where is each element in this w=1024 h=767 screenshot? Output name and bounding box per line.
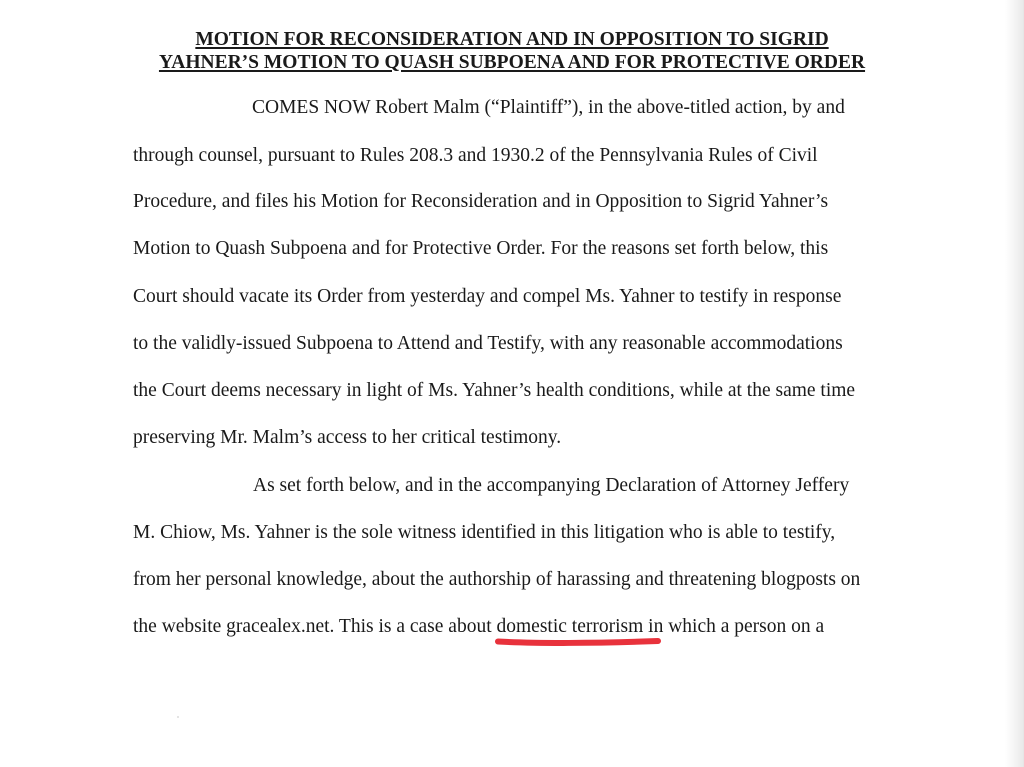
document-title-line-1: MOTION FOR RECONSIDERATION AND IN OPPOSITION TO SIGRID	[195, 29, 829, 50]
paragraph-1-line-2: through counsel, pursuant to Rules 208.3 and 1930.2 of the Pennsylvania Rules of Civil	[133, 145, 818, 166]
document-title-line-2: YAHNER’S MOTION TO QUASH SUBPOENA AND FOR PROTECTIVE ORDER	[158, 52, 866, 73]
paragraph-1-line-4: Motion to Quash Subpoena and for Protective Order. For the reasons set forth below, this	[133, 238, 829, 259]
paragraph-2-line-3: from her personal knowledge, about the authorship of harassing and threatening blogposts on	[133, 569, 861, 590]
paragraph-2-line-1: As set forth below, and in the accompanying Declaration of Attorney Jeffery	[253, 475, 850, 496]
paragraph-1-line-3: Procedure, and files his Motion for Reconsideration and in Opposition to Sigrid Yahner’s	[133, 191, 829, 212]
red-underline-annotation	[495, 637, 661, 646]
line-text-after: in which a person on a	[643, 616, 825, 637]
paragraph-1-line-1: COMES NOW Robert Malm (“Plaintiff”), in the above-titled action, by and	[252, 97, 845, 118]
paragraph-2-line-4	[133, 615, 824, 639]
paragraph-1-line-5: Court should vacate its Order from yesterday and compel Ms. Yahner to testify in response	[133, 286, 842, 307]
paragraph-1-line-8: preserving Mr. Malm’s access to her critical testimony.	[133, 427, 562, 448]
highlighted-phrase-text: domestic terrorism	[496, 616, 644, 637]
page-edge-shadow	[1005, 0, 1023, 767]
highlighted-phrase	[497, 615, 644, 639]
paragraph-1-line-7: the Court deems necessary in light of Ms. Yahner’s health conditions, while at the same time	[133, 380, 856, 401]
paragraph-2-line-2: M. Chiow, Ms. Yahner is the sole witness identified in this litigation who is able to testify,	[133, 522, 836, 543]
line-text-before: the website gracealex.net. This is a case about	[133, 616, 497, 637]
scan-speck	[177, 716, 179, 718]
paragraph-1-line-6: to the validly-issued Subpoena to Attend and Testify, with any reasonable accommodations	[133, 333, 843, 354]
